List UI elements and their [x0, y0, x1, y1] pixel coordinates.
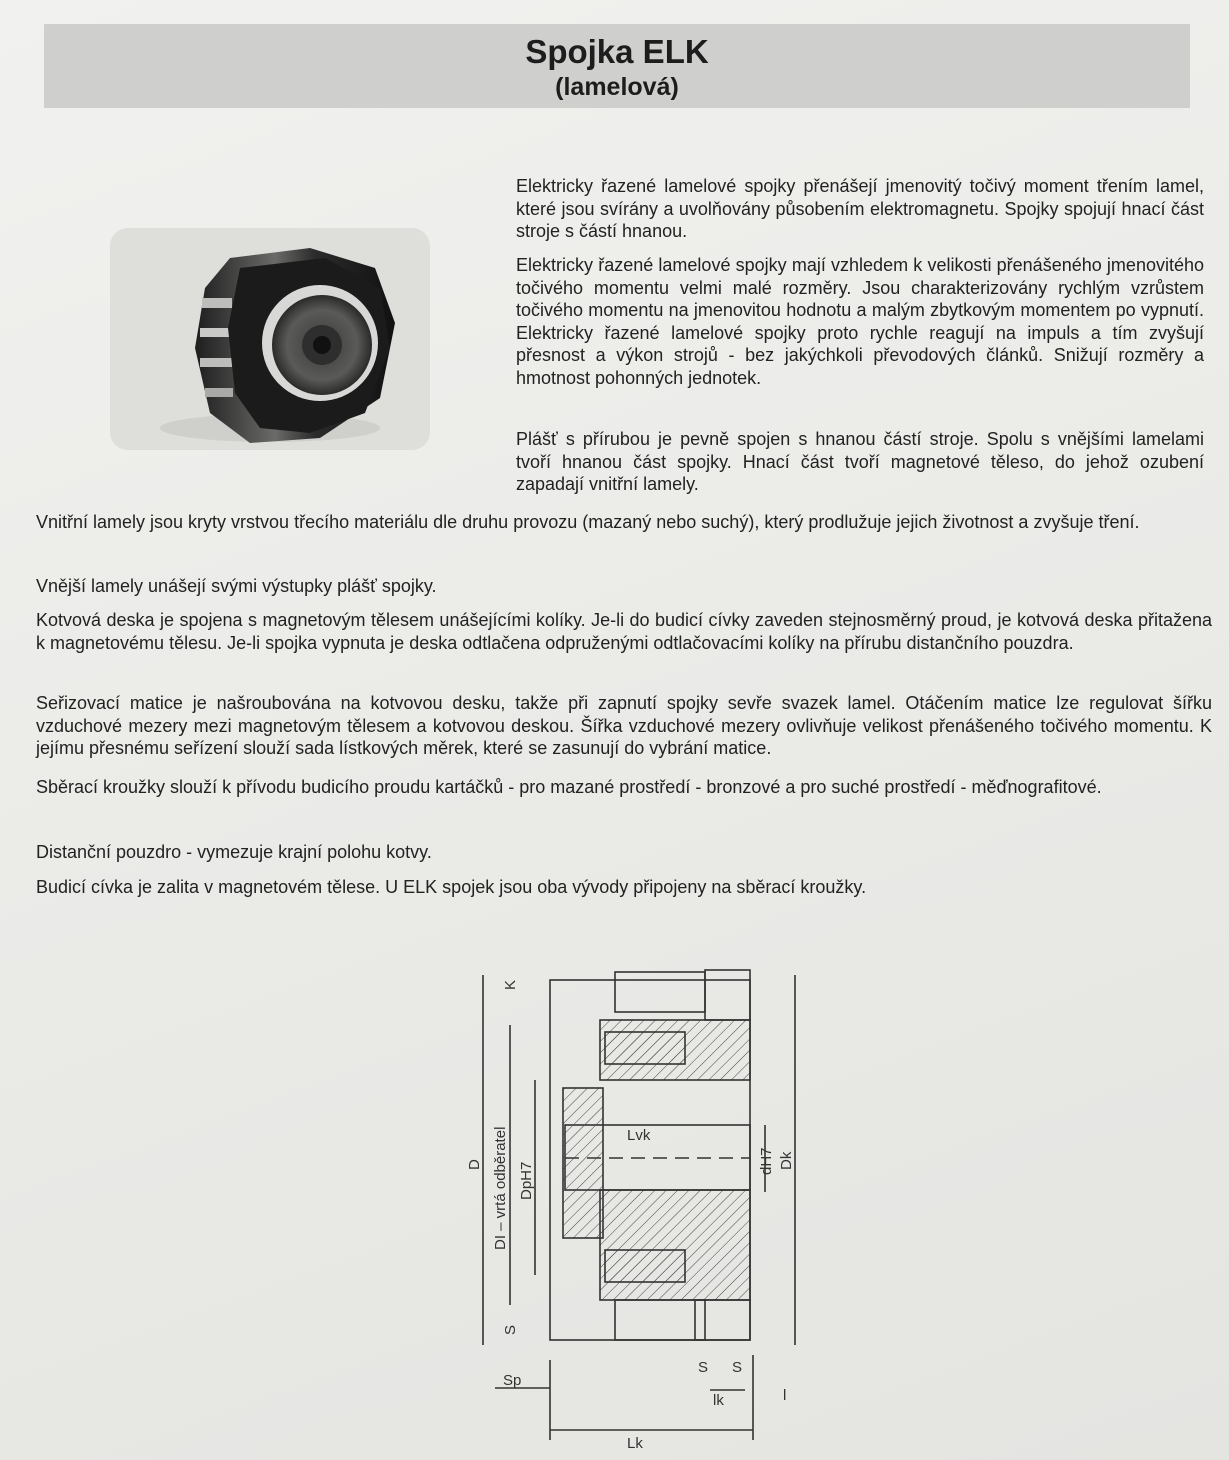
- housing-paragraph: Plášť s přírubou je pevně spojen s hnanou částí stroje. Spolu s vnějšími lamelami tvoří hnanou část spojky. Hnací část tvoří magnetové těleso, do jehož ozubení zapadají vnitřní lamely.: [516, 429, 1204, 494]
- slip-rings-paragraph: Sběrací kroužky slouží k přívodu budicího proudu kartáčků - pro mazané prostředí - bronzové a pro suché prostředí - měďnografitové.: [36, 777, 1102, 797]
- label-d: D: [466, 1159, 483, 1170]
- armature-plate-paragraph: Kotvová deska je spojena s magnetovým tělesem unášejícími kolíky. Je-li do budicí cívky zaveden stejnosměrný proud, je kotvová deska přitažena k magnetovému tělesu. Je-li spojka vypnuta je deska odtlačena odpruženými odtlačovacími kolíky na přírubu distančního pouzdra.: [36, 610, 1212, 653]
- label-di: DI – vrtá odběratel: [492, 1126, 509, 1250]
- label-s2: S: [732, 1359, 743, 1376]
- label-dh7: dH7: [758, 1147, 775, 1175]
- clutch-section-drawing: [455, 960, 835, 1450]
- title-banner: [44, 24, 1190, 108]
- label-lk: Lk: [627, 1435, 643, 1450]
- properties-paragraph: Elektricky řazené lamelové spojky mají vzhledem k velikosti přenášeného jmenovitého točivého momentu velmi malé rozměry. Jsou charakterizovány rychlým vzrůstem točivého momentu na jmenovitou hodnotu a malým zbytkovým momentem po vypnutí. Elektricky řazené lamelové spojky proto rychle reagují na impuls a tím zvyšují přesnost a výkon strojů - bez jakýchkoli převodových článků. Snižují rozměry a hmotnost pohonných jednotek.: [516, 255, 1204, 388]
- coil-paragraph: Budicí cívka je zalita v magnetovém tělese. U ELK spojek jsou oba vývody připojeny na sběrací kroužky.: [36, 877, 867, 897]
- spacer-sleeve-paragraph: Distanční pouzdro - vymezuje krajní polohu kotvy.: [36, 842, 432, 862]
- label-dph7: DpH7: [518, 1161, 535, 1200]
- clutch-photo: [110, 228, 430, 450]
- label-s1: S: [698, 1359, 709, 1376]
- adjusting-nut-paragraph: Seřizovací matice je našroubována na kotvovou desku, takže při zapnutí spojky sevře svazek lamel. Otáčením matice lze regulovat šířku vzduchové mezery mezi magnetovým tělesem a kotvovou deskou. Šířka vzduchové mezery ovlivňuje velikost přenášeného točivého momentu. K jejímu přesnému seřízení slouží sada lístkových měrek, které se zasunují do vybrání matice.: [36, 693, 1212, 758]
- label-s-left: S: [502, 1324, 519, 1335]
- label-k: K: [502, 979, 519, 990]
- label-sp: Sp: [503, 1372, 522, 1389]
- label-dk: Dk: [778, 1151, 795, 1170]
- label-lk-small: lk: [713, 1392, 724, 1409]
- intro-paragraph: Elektricky řazené lamelové spojky přenášejí jmenovitý točivý moment třením lamel, které jsou svírány a uvolňovány působením elektromagnetu. Spojky spojují hnací část stroje s částí hnanou.: [516, 176, 1204, 241]
- page-subtitle: (lamelová): [555, 73, 679, 101]
- inner-plates-paragraph: Vnitřní lamely jsou kryty vrstvou třecího materiálu dle druhu provozu (mazaný nebo suchý), který prodlužuje jejich životnost a zvyšuje tření.: [36, 512, 1140, 532]
- label-l: l: [783, 1387, 787, 1404]
- label-lvk: Lvk: [627, 1127, 651, 1144]
- outer-plates-paragraph: Vnější lamely unášejí svými výstupky plášť spojky.: [36, 576, 437, 596]
- page-title: Spojka ELK: [525, 33, 709, 70]
- clutch-photo-illustration: [110, 228, 430, 450]
- technical-drawing: [455, 960, 835, 1450]
